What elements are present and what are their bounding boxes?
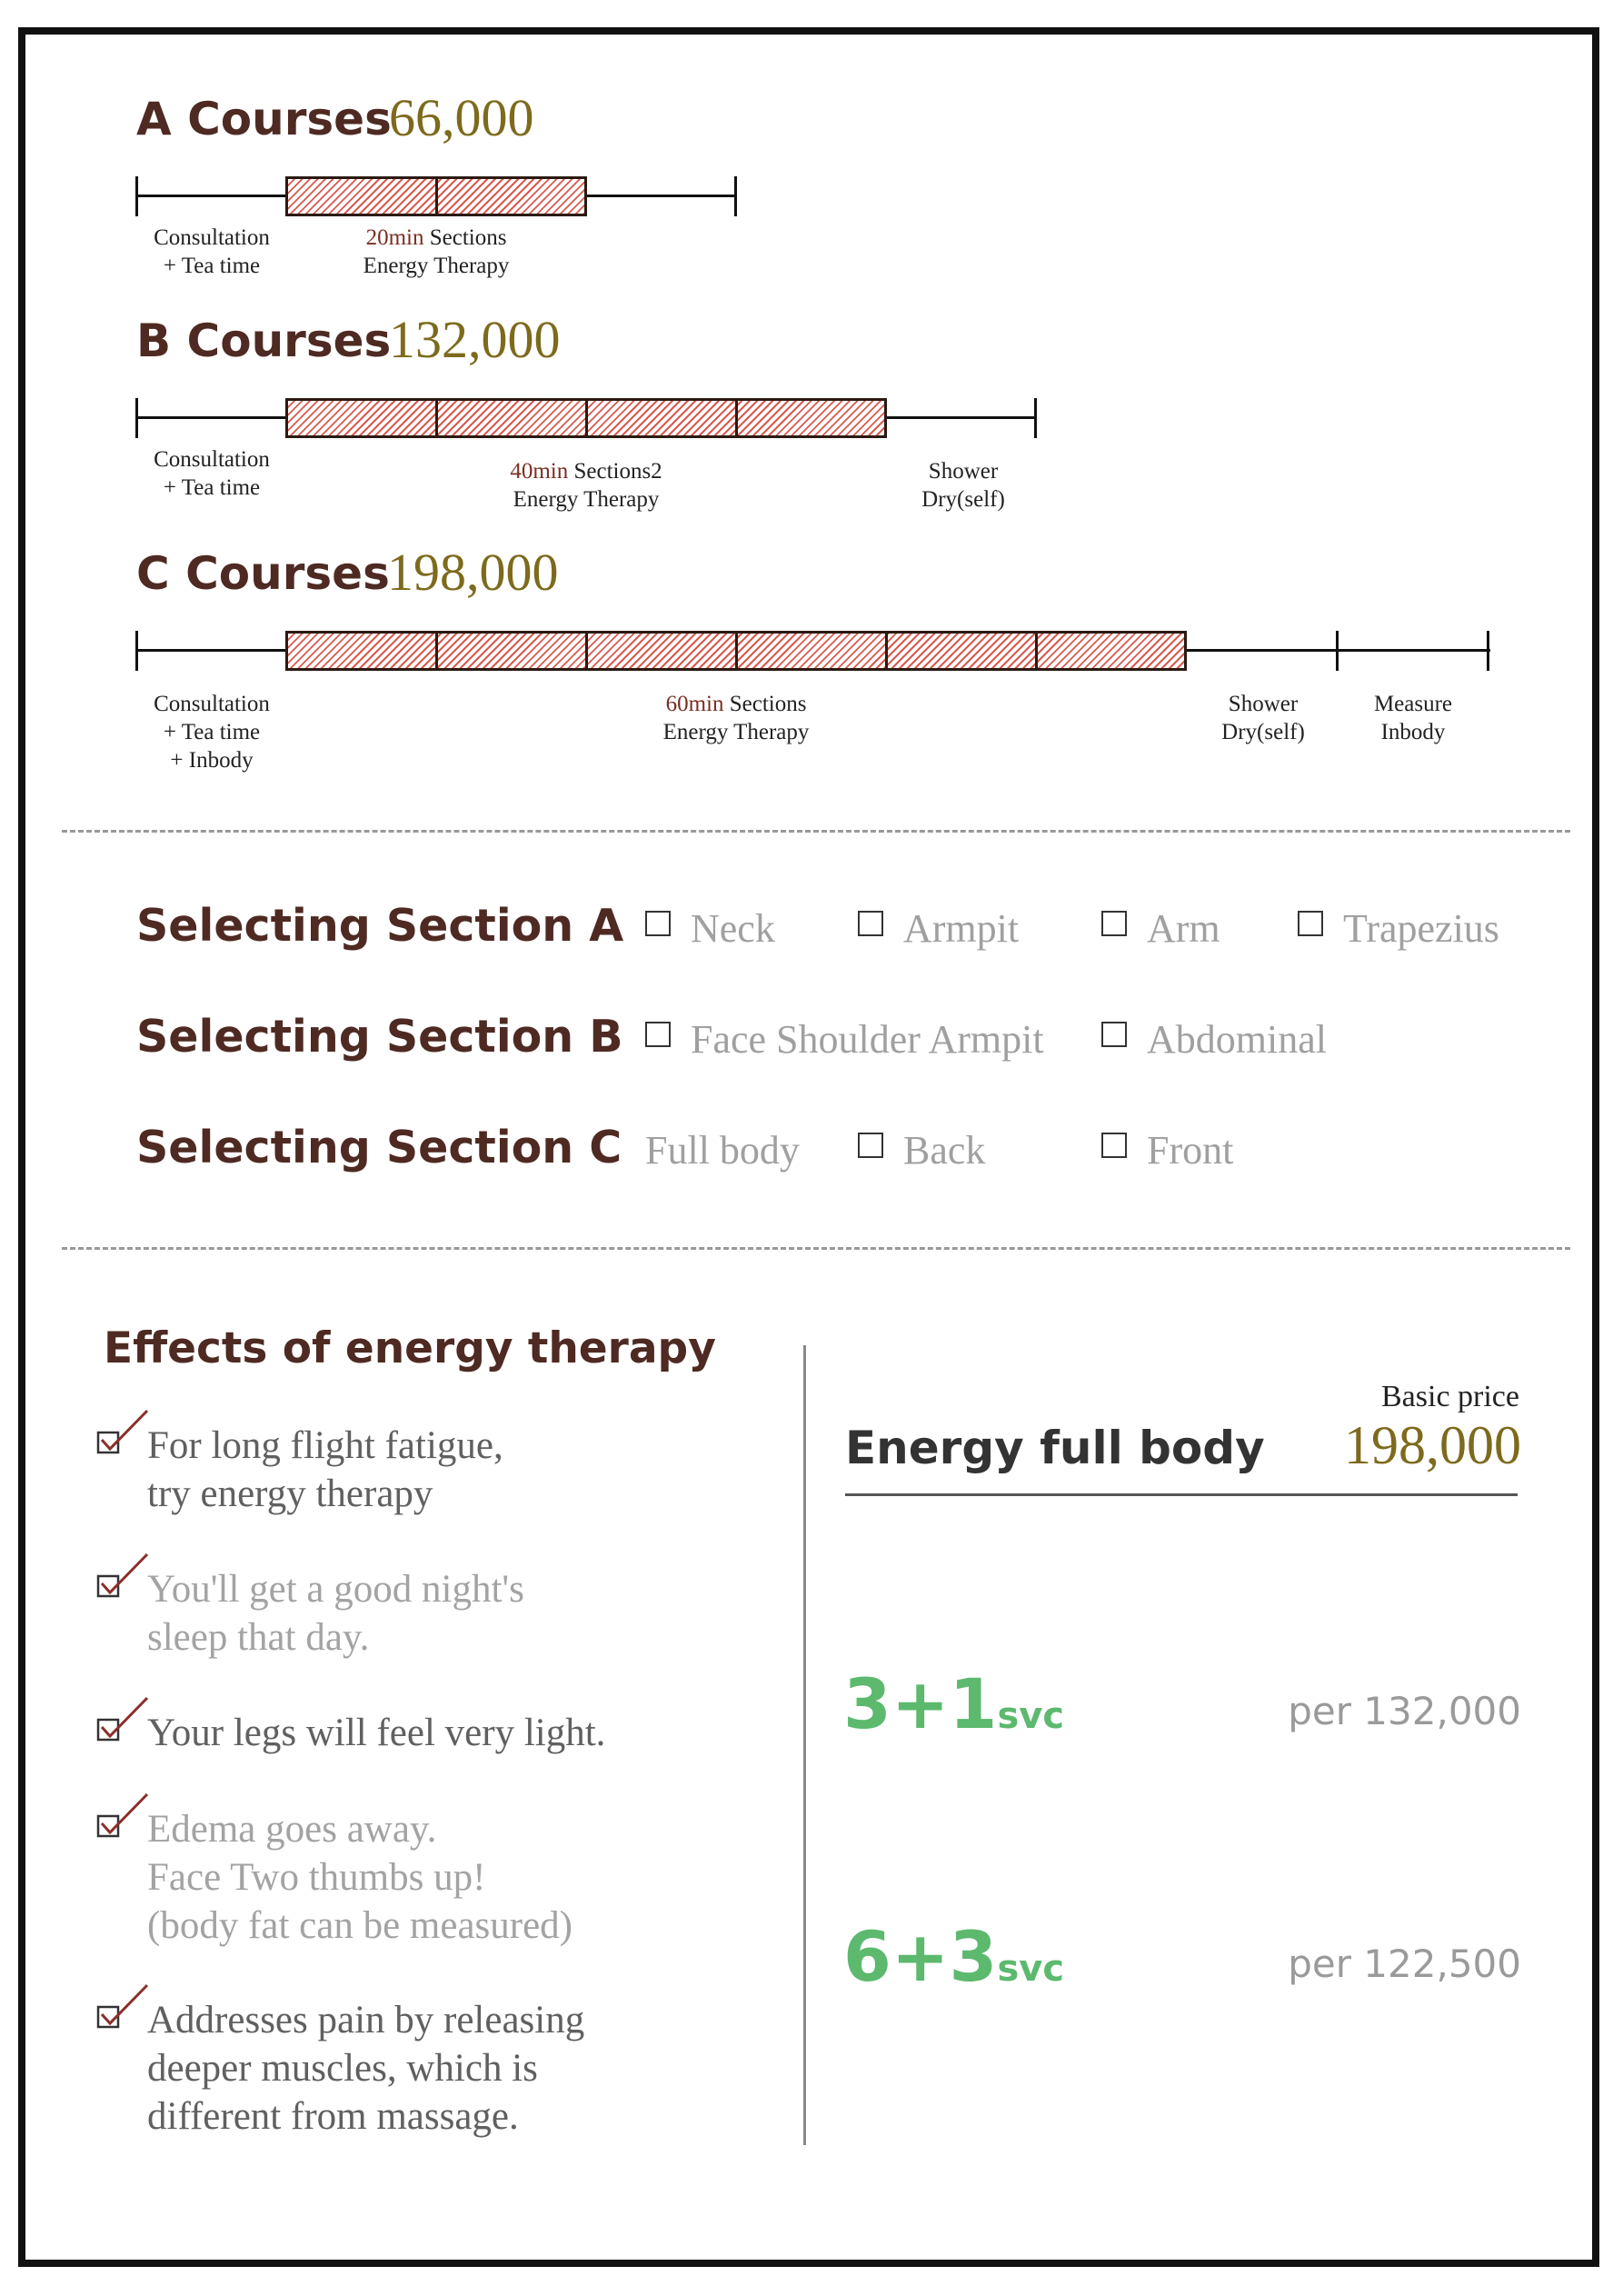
checkbox-icon[interactable]	[858, 911, 883, 936]
selection-a-title: Selecting Section A	[136, 900, 624, 952]
checked-box-icon	[95, 1982, 153, 2036]
course-b-shower-label: Shower Dry(self)	[921, 459, 1005, 512]
divider-2	[62, 1247, 1570, 1250]
selection-c-title: Selecting Section C	[136, 1122, 622, 1173]
option-face-shoulder-armpit[interactable]: Face Shoulder Armpit	[645, 1016, 1044, 1063]
promo-3plus1: 3+1svc	[843, 1663, 1065, 1744]
option-neck[interactable]: Neck	[645, 905, 775, 952]
basic-price-value: 198,000	[1344, 1415, 1521, 1475]
product-name: Energy full body	[845, 1422, 1265, 1474]
checkbox-icon[interactable]	[645, 911, 671, 936]
option-armpit[interactable]: Armpit	[858, 905, 1019, 952]
checkbox-icon[interactable]	[1101, 1022, 1127, 1047]
course-c-price: 198,000	[387, 543, 559, 602]
course-c-consult-label: Consultation + Tea time + Inbody	[154, 692, 270, 773]
effect-item-1: For long flight fatigue, try energy therapy	[147, 1424, 503, 1515]
course-a-price: 66,000	[389, 88, 534, 147]
checkbox-icon[interactable]	[1298, 911, 1323, 936]
effect-item-3: Your legs will feel very light.	[147, 1712, 606, 1754]
column-divider	[803, 1345, 806, 2145]
checkbox-icon[interactable]	[858, 1133, 883, 1158]
checkbox-icon[interactable]	[645, 1022, 671, 1047]
course-c-therapy-label: 60min Sections Energy Therapy	[662, 692, 810, 744]
course-b-consult-label: Consultation + Tea time	[154, 447, 270, 500]
divider-1	[62, 830, 1570, 833]
promo-6plus3: 6+3svc	[843, 1916, 1065, 1997]
effect-item-5: Addresses pain by releasing deeper muscles, which is different from massage.	[147, 1999, 585, 2138]
option-trapezius[interactable]: Trapezius	[1298, 905, 1499, 952]
course-c-title: C Courses	[136, 547, 390, 600]
option-abdominal[interactable]: Abdominal	[1101, 1016, 1327, 1063]
effect-item-2: You'll get a good night's sleep that day.	[147, 1568, 524, 1659]
price-underline	[845, 1493, 1518, 1496]
selection-b-title: Selecting Section B	[136, 1011, 623, 1063]
course-b-price: 132,000	[389, 310, 561, 369]
effect-item-4: Edema goes away. Face Two thumbs up! (body fat can be measured)	[147, 1808, 573, 1947]
course-c-shower-label: Shower Dry(self)	[1221, 692, 1305, 744]
promo-3plus1-price: per 132,000	[1288, 1689, 1521, 1733]
course-a-title: A Courses	[136, 93, 392, 145]
option-back[interactable]: Back	[858, 1127, 985, 1173]
checked-box-icon	[95, 1551, 153, 1605]
option-front[interactable]: Front	[1101, 1127, 1233, 1173]
course-a-therapy-label: 20min Sections Energy Therapy	[363, 225, 510, 278]
option-arm[interactable]: Arm	[1101, 905, 1220, 952]
course-b-title: B Courses	[136, 314, 392, 367]
course-b-therapy-label: 40min Sections2 Energy Therapy	[510, 459, 662, 512]
basic-price-label: Basic price	[1381, 1380, 1519, 1413]
option-full-body: Full body	[645, 1128, 800, 1173]
course-a-consult-label: Consultation + Tea time	[154, 225, 270, 278]
checked-box-icon	[95, 1694, 153, 1749]
checkbox-icon[interactable]	[1101, 911, 1127, 936]
checked-box-icon	[95, 1791, 153, 1845]
checked-box-icon	[95, 1407, 153, 1462]
effects-title: Effects of energy therapy	[104, 1323, 716, 1373]
course-c-measure-label: Measure Inbody	[1373, 692, 1453, 744]
promo-6plus3-price: per 122,500	[1288, 1942, 1521, 1986]
checkbox-icon[interactable]	[1101, 1133, 1127, 1158]
